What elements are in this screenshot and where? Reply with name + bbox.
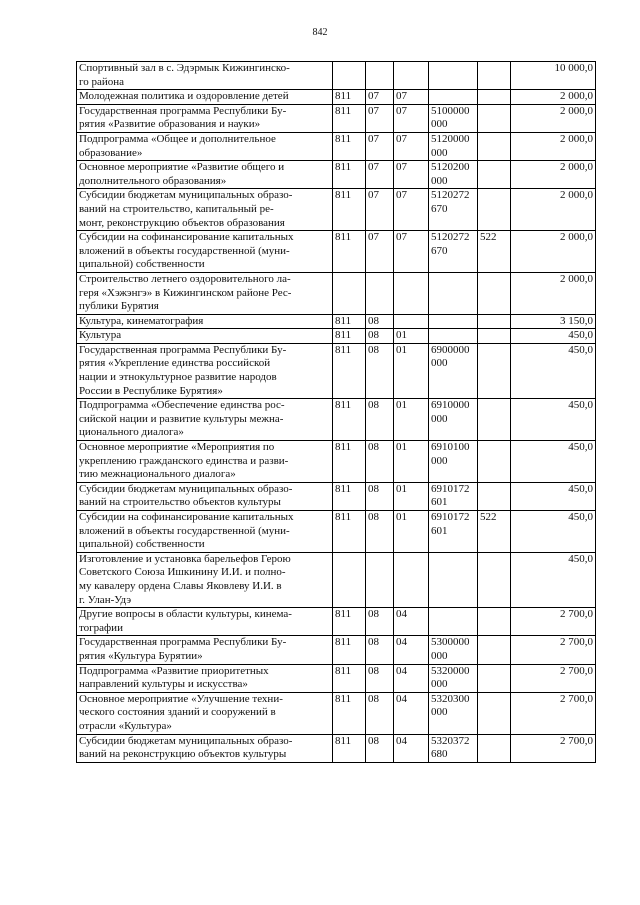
item-name-line: Субсидии бюджетам муниципальных образо- xyxy=(79,189,293,202)
item-name-line: Молодежная политика и оздоровление детей xyxy=(79,90,289,103)
target-article-cell xyxy=(429,132,478,160)
subsection-code-cell: 07 xyxy=(394,231,429,273)
target-article-cell xyxy=(429,608,478,636)
target-article-cell xyxy=(429,314,478,329)
section-code-cell: 08 xyxy=(366,441,394,483)
section-code-cell: 08 xyxy=(366,343,394,398)
amount-cell: 2 700,0 xyxy=(511,734,596,762)
target-article-line: 5120000 xyxy=(431,132,470,145)
table-row xyxy=(77,511,596,553)
subsection-code-cell: 07 xyxy=(394,132,429,160)
amount-cell: 2 700,0 xyxy=(511,692,596,734)
target-article-line: 680 xyxy=(431,748,448,761)
page-number: 842 xyxy=(312,27,328,38)
target-article-cell xyxy=(429,231,478,273)
subsection-code-cell xyxy=(394,272,429,314)
item-name-line: Государственная программа Республики Бу- xyxy=(79,636,287,649)
expense-type-cell xyxy=(478,441,511,483)
grbs-code-cell: 811 xyxy=(333,314,366,329)
target-article-line: 5100000 xyxy=(431,104,470,117)
target-article-line: 670 xyxy=(431,244,448,257)
target-article-line: 000 xyxy=(431,412,448,425)
target-article-cell xyxy=(429,399,478,441)
item-name-line: ционального диалога» xyxy=(79,426,184,439)
item-name-cell xyxy=(77,664,333,692)
expense-type-cell: 522 xyxy=(478,511,511,553)
item-name-line: Строительство летнего оздоровительного ла- xyxy=(79,272,291,285)
grbs-code-cell: 811 xyxy=(333,399,366,441)
amount-cell: 450,0 xyxy=(511,511,596,553)
table-row xyxy=(77,329,596,344)
subsection-code-cell: 07 xyxy=(394,90,429,105)
item-name-cell xyxy=(77,608,333,636)
target-article-line: 000 xyxy=(431,118,448,131)
section-code-cell: 08 xyxy=(366,664,394,692)
amount-cell: 450,0 xyxy=(511,399,596,441)
item-name-line: рятия «Культура Бурятии» xyxy=(79,649,203,662)
grbs-code-cell: 811 xyxy=(333,132,366,160)
item-name-line: сийской нации и развитие культуры межна- xyxy=(79,412,284,425)
target-article-cell xyxy=(429,636,478,664)
item-name-line: Субсидии бюджетам муниципальных образо- xyxy=(79,734,293,747)
item-name-cell xyxy=(77,343,333,398)
amount-cell: 450,0 xyxy=(511,343,596,398)
item-name-line: Спортивный зал в с. Эдэрмык Кижингинско- xyxy=(79,62,290,74)
item-name-line: Другие вопросы в области культуры, кинема- xyxy=(79,608,292,621)
target-article-line: 000 xyxy=(431,357,448,370)
section-code-cell: 07 xyxy=(366,104,394,132)
section-code-cell: 08 xyxy=(366,314,394,329)
table-row xyxy=(77,441,596,483)
item-name-cell xyxy=(77,90,333,105)
item-name-cell xyxy=(77,132,333,160)
item-name-line: ваний на строительство, капитальный ре- xyxy=(79,202,274,215)
table-row xyxy=(77,734,596,762)
target-article-cell xyxy=(429,189,478,231)
grbs-code-cell: 811 xyxy=(333,90,366,105)
item-name-cell xyxy=(77,314,333,329)
subsection-code-cell xyxy=(394,314,429,329)
item-name-cell xyxy=(77,441,333,483)
item-name-line: рятия «Развитие образования и науки» xyxy=(79,118,261,131)
subsection-code-cell: 01 xyxy=(394,511,429,553)
item-name-cell xyxy=(77,636,333,664)
target-article-cell xyxy=(429,90,478,105)
table-row xyxy=(77,314,596,329)
table-row xyxy=(77,608,596,636)
item-name-line: направлений культуры и искусства» xyxy=(79,678,248,691)
item-name-line: Основное мероприятие «Мероприятия по xyxy=(79,441,275,454)
expense-type-cell xyxy=(478,399,511,441)
target-article-cell xyxy=(429,664,478,692)
item-name-line: Субсидии на софинансирование капитальных xyxy=(79,231,294,244)
item-name-line: Субсидии бюджетам муниципальных образо- xyxy=(79,482,293,495)
grbs-code-cell: 811 xyxy=(333,482,366,510)
target-article-cell xyxy=(429,734,478,762)
section-code-cell: 07 xyxy=(366,189,394,231)
item-name-line: ципальной) собственности xyxy=(79,538,205,551)
item-name-cell xyxy=(77,692,333,734)
subsection-code-cell: 04 xyxy=(394,636,429,664)
item-name-line: Подпрограмма «Общее и дополнительное xyxy=(79,132,276,145)
expense-type-cell xyxy=(478,608,511,636)
section-code-cell: 07 xyxy=(366,231,394,273)
section-code-cell: 08 xyxy=(366,399,394,441)
item-name-cell xyxy=(77,272,333,314)
amount-cell: 2 000,0 xyxy=(511,231,596,273)
target-article-line: 6910172 xyxy=(431,482,470,495)
amount-cell: 10 000,0 xyxy=(511,62,596,90)
table-row xyxy=(77,189,596,231)
item-name-line: му кавалеру ордена Славы Яковлеву И.И. в xyxy=(79,579,282,592)
target-article-line: 000 xyxy=(431,454,448,467)
item-name-line: ческого состояния зданий и сооружений в xyxy=(79,706,276,719)
grbs-code-cell: 811 xyxy=(333,636,366,664)
item-name-line: дополнительного образования» xyxy=(79,174,227,187)
item-name-line: Государственная программа Республики Бу- xyxy=(79,104,287,117)
target-article-cell xyxy=(429,692,478,734)
item-name-cell xyxy=(77,482,333,510)
amount-cell: 450,0 xyxy=(511,552,596,607)
expense-type-cell xyxy=(478,552,511,607)
grbs-code-cell: 811 xyxy=(333,608,366,636)
subsection-code-cell: 04 xyxy=(394,664,429,692)
section-code-cell: 08 xyxy=(366,692,394,734)
item-name-line: Культура xyxy=(79,329,122,342)
item-name-cell xyxy=(77,329,333,344)
expense-type-cell xyxy=(478,161,511,189)
target-article-line: 5120272 xyxy=(431,231,470,244)
amount-cell: 2 000,0 xyxy=(511,272,596,314)
grbs-code-cell: 811 xyxy=(333,161,366,189)
section-code-cell: 08 xyxy=(366,608,394,636)
expense-type-cell xyxy=(478,664,511,692)
section-code-cell: 08 xyxy=(366,482,394,510)
amount-cell: 2 000,0 xyxy=(511,161,596,189)
expense-type-cell xyxy=(478,314,511,329)
target-article-line: 5320300 xyxy=(431,692,470,705)
subsection-code-cell: 04 xyxy=(394,608,429,636)
item-name-line: го района xyxy=(79,75,125,88)
section-code-cell xyxy=(366,272,394,314)
grbs-code-cell: 811 xyxy=(333,329,366,344)
item-name-line: Подпрограмма «Обеспечение единства рос- xyxy=(79,399,285,412)
target-article-line: 6910000 xyxy=(431,399,470,412)
expense-type-cell: 522 xyxy=(478,231,511,273)
amount-cell: 2 700,0 xyxy=(511,664,596,692)
section-code-cell: 08 xyxy=(366,329,394,344)
subsection-code-cell: 01 xyxy=(394,329,429,344)
item-name-line: ваний на строительство объектов культуры xyxy=(79,496,281,509)
item-name-line: г. Улан-Удэ xyxy=(79,593,132,606)
target-article-cell xyxy=(429,482,478,510)
item-name-line: укреплению гражданского единства и разви- xyxy=(79,454,289,467)
target-article-line: 5320000 xyxy=(431,664,470,677)
subsection-code-cell: 01 xyxy=(394,441,429,483)
grbs-code-cell: 811 xyxy=(333,511,366,553)
item-name-line: вложений в объекты государственной (муни- xyxy=(79,524,290,537)
item-name-cell xyxy=(77,62,333,90)
amount-cell: 2 700,0 xyxy=(511,636,596,664)
table-row xyxy=(77,161,596,189)
item-name-cell xyxy=(77,189,333,231)
item-name-line: отрасли «Культура» xyxy=(79,719,172,732)
table-row xyxy=(77,636,596,664)
subsection-code-cell: 07 xyxy=(394,104,429,132)
item-name-line: геря «Хэжэнгэ» в Кижингинском районе Рес- xyxy=(79,286,292,299)
section-code-cell xyxy=(366,62,394,90)
item-name-line: Государственная программа Республики Бу- xyxy=(79,343,287,356)
subsection-code-cell: 07 xyxy=(394,161,429,189)
target-article-line: 670 xyxy=(431,202,448,215)
target-article-line: 6900000 xyxy=(431,343,470,356)
table-row xyxy=(77,482,596,510)
item-name-line: тографии xyxy=(79,621,123,634)
item-name-line: Советского Союза Ишкинину И.И. и полно- xyxy=(79,566,286,579)
amount-cell: 2 000,0 xyxy=(511,104,596,132)
expense-type-cell xyxy=(478,343,511,398)
target-article-line: 5320372 xyxy=(431,734,470,747)
amount-cell: 450,0 xyxy=(511,329,596,344)
grbs-code-cell: 811 xyxy=(333,664,366,692)
item-name-cell xyxy=(77,104,333,132)
table-row xyxy=(77,104,596,132)
target-article-cell xyxy=(429,272,478,314)
target-article-line: 5120200 xyxy=(431,161,470,174)
section-code-cell: 07 xyxy=(366,90,394,105)
expense-type-cell xyxy=(478,482,511,510)
grbs-code-cell: 811 xyxy=(333,231,366,273)
item-name-cell xyxy=(77,231,333,273)
item-name-line: монт, реконструкцию объектов образования xyxy=(79,216,285,229)
item-name-cell xyxy=(77,161,333,189)
subsection-code-cell xyxy=(394,552,429,607)
section-code-cell xyxy=(366,552,394,607)
section-code-cell: 08 xyxy=(366,734,394,762)
amount-cell: 2 000,0 xyxy=(511,90,596,105)
grbs-code-cell: 811 xyxy=(333,692,366,734)
section-code-cell: 07 xyxy=(366,161,394,189)
item-name-line: тию межнационального диалога» xyxy=(79,468,236,481)
target-article-line: 000 xyxy=(431,146,448,159)
grbs-code-cell xyxy=(333,272,366,314)
table-row xyxy=(77,272,596,314)
item-name-cell xyxy=(77,511,333,553)
table-row xyxy=(77,552,596,607)
target-article-cell xyxy=(429,104,478,132)
amount-cell: 2 000,0 xyxy=(511,132,596,160)
subsection-code-cell: 04 xyxy=(394,734,429,762)
target-article-line: 6910172 xyxy=(431,511,470,523)
item-name-line: Основное мероприятие «Развитие общего и xyxy=(79,161,285,174)
item-name-line: Субсидии на софинансирование капитальных xyxy=(79,511,294,523)
expense-type-cell xyxy=(478,90,511,105)
item-name-line: Изготовление и установка барельефов Герою xyxy=(79,552,291,565)
section-code-cell: 07 xyxy=(366,132,394,160)
section-code-cell: 08 xyxy=(366,636,394,664)
table-row xyxy=(77,90,596,105)
target-article-line: 5120272 xyxy=(431,189,470,202)
grbs-code-cell: 811 xyxy=(333,189,366,231)
item-name-cell xyxy=(77,399,333,441)
item-name-line: рятия «Укрепление единства российской xyxy=(79,357,271,370)
item-name-line: Подпрограмма «Развитие приоритетных xyxy=(79,664,269,677)
item-name-line: Культура, кинематография xyxy=(79,314,204,327)
expense-type-cell xyxy=(478,132,511,160)
expense-type-cell xyxy=(478,692,511,734)
grbs-code-cell: 811 xyxy=(333,104,366,132)
expense-type-cell xyxy=(478,734,511,762)
expense-type-cell xyxy=(478,189,511,231)
amount-cell: 450,0 xyxy=(511,482,596,510)
item-name-line: нации и этнокультурное развитие народов xyxy=(79,371,277,384)
target-article-cell xyxy=(429,511,478,553)
expense-type-cell xyxy=(478,272,511,314)
target-article-cell xyxy=(429,441,478,483)
target-article-line: 000 xyxy=(431,706,448,719)
target-article-cell xyxy=(429,343,478,398)
table-row xyxy=(77,692,596,734)
target-article-cell xyxy=(429,552,478,607)
grbs-code-cell xyxy=(333,62,366,90)
amount-cell: 2 700,0 xyxy=(511,608,596,636)
target-article-line: 000 xyxy=(431,678,448,691)
table-row xyxy=(77,399,596,441)
expense-type-cell xyxy=(478,636,511,664)
target-article-line: 000 xyxy=(431,174,448,187)
target-article-line: 000 xyxy=(431,649,448,662)
item-name-line: Основное мероприятие «Улучшение техни- xyxy=(79,692,283,705)
subsection-code-cell: 01 xyxy=(394,482,429,510)
target-article-line: 601 xyxy=(431,524,448,537)
item-name-line: России в Республике Бурятия» xyxy=(79,384,223,397)
table-row xyxy=(77,62,596,90)
expense-type-cell xyxy=(478,329,511,344)
item-name-line: публики Бурятия xyxy=(79,300,159,313)
target-article-line: 5300000 xyxy=(431,636,470,649)
subsection-code-cell: 07 xyxy=(394,189,429,231)
amount-cell: 2 000,0 xyxy=(511,189,596,231)
item-name-line: ваний на реконструкцию объектов культуры xyxy=(79,748,287,761)
amount-cell: 3 150,0 xyxy=(511,314,596,329)
grbs-code-cell xyxy=(333,552,366,607)
grbs-code-cell: 811 xyxy=(333,441,366,483)
target-article-cell xyxy=(429,329,478,344)
target-article-line: 601 xyxy=(431,496,448,509)
expense-type-cell xyxy=(478,104,511,132)
amount-cell: 450,0 xyxy=(511,441,596,483)
target-article-cell xyxy=(429,161,478,189)
table-row xyxy=(77,343,596,398)
item-name-cell xyxy=(77,734,333,762)
table-body xyxy=(77,62,596,763)
grbs-code-cell: 811 xyxy=(333,343,366,398)
table-row xyxy=(77,132,596,160)
section-code-cell: 08 xyxy=(366,511,394,553)
item-name-line: вложений в объекты государственной (муни- xyxy=(79,244,290,257)
expense-type-cell xyxy=(478,62,511,90)
subsection-code-cell: 04 xyxy=(394,692,429,734)
item-name-line: ципальной) собственности xyxy=(79,258,205,271)
grbs-code-cell: 811 xyxy=(333,734,366,762)
table-row xyxy=(77,231,596,273)
budget-table xyxy=(76,61,596,763)
item-name-cell xyxy=(77,552,333,607)
subsection-code-cell xyxy=(394,62,429,90)
target-article-line: 6910100 xyxy=(431,441,470,454)
subsection-code-cell: 01 xyxy=(394,399,429,441)
table-row xyxy=(77,664,596,692)
item-name-line: образование» xyxy=(79,146,143,159)
target-article-cell xyxy=(429,62,478,90)
subsection-code-cell: 01 xyxy=(394,343,429,398)
